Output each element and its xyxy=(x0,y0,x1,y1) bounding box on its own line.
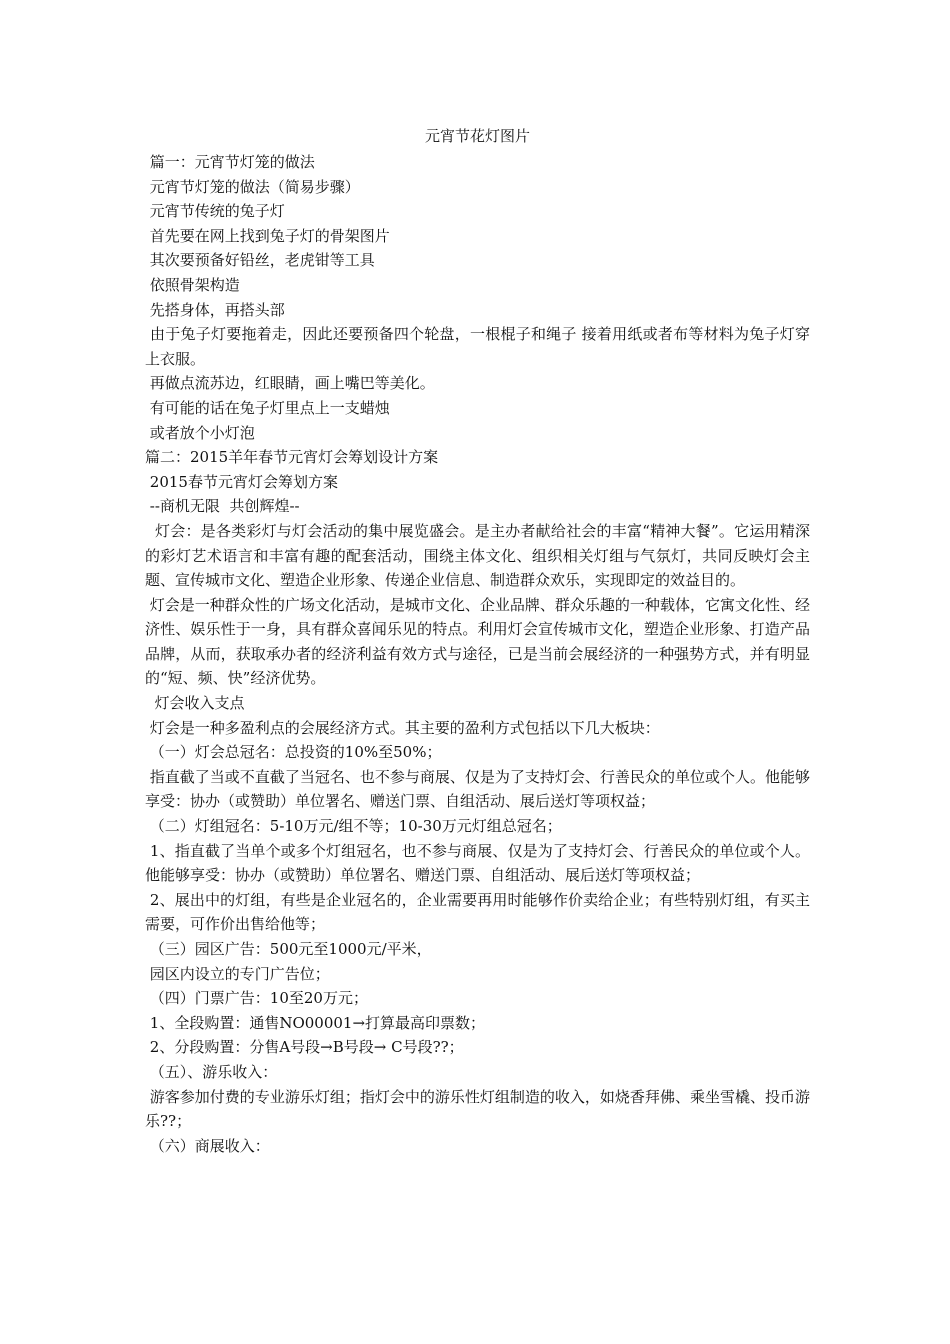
paragraph: （一）灯会总冠名：总投资的10%至50%； xyxy=(145,743,442,762)
paragraph: （六）商展收入： xyxy=(145,1136,270,1155)
paragraph: 灯会是一种多盈利点的会展经济方式。其主要的盈利方式包括以下几大板块： xyxy=(145,718,660,737)
paragraph: 1、全段购置：通售NO00001→打算最高印票数； xyxy=(145,1013,486,1032)
paragraph: 元宵节灯笼的做法（简易步骤） xyxy=(145,177,360,196)
paragraph: 或者放个小灯泡 xyxy=(145,423,255,442)
paragraph: 篇一：元宵节灯笼的做法 xyxy=(145,153,315,171)
paragraph: （四）门票广告：10至20万元； xyxy=(145,989,368,1008)
paragraph: 1、指直截了当单个或多个灯组冠名，也不参与商展、仅是为了支持灯会、行善民众的单位或个人。他能够享受：协办（或赞助）单位署名、赠送门票、自组活动、展后送灯等项权益； xyxy=(145,841,810,885)
paragraph: 2015春节元宵灯会筹划方案 xyxy=(145,472,338,491)
paragraph: --商机无限 共创辉煌-- xyxy=(145,497,300,516)
paragraph: 2、展出中的灯组，有些是企业冠名的，企业需要再用时能够作价卖给企业；有些特别灯组，有买主需要，可作价出售给他等； xyxy=(145,890,810,934)
document-body xyxy=(145,150,810,1158)
paragraph: 游客参加付费的专业游乐灯组；指灯会中的游乐性灯组制造的收入，如烧香拜佛、乘坐雪橇、投币游乐??； xyxy=(145,1087,810,1131)
paragraph: （五）、游乐收入： xyxy=(145,1062,278,1081)
paragraph: （二）灯组冠名：5-10万元/组不等；10-30万元灯组总冠名； xyxy=(145,817,562,836)
paragraph: 篇二：2015羊年春节元宵灯会筹划设计方案 xyxy=(145,448,439,467)
paragraph: 依照骨架构造 xyxy=(145,275,240,294)
paragraph: 其次要预备好铅丝，老虎钳等工具 xyxy=(145,251,375,270)
paragraph: 再做点流苏边，红眼睛，画上嘴巴等美化。 xyxy=(145,374,435,393)
paragraph: 2、分段购置：分售A号段→B号段→ C号段??； xyxy=(145,1038,464,1057)
paragraph: 有可能的话在兔子灯里点上一支蜡烛 xyxy=(145,398,390,417)
paragraph: 元宵节传统的兔子灯 xyxy=(145,202,285,221)
document-title: 元宵节花灯图片 xyxy=(424,127,530,145)
paragraph: 由于兔子灯要拖着走，因此还要预备四个轮盘，一根棍子和绳子 接着用纸或者布等材料为兔子灯穿上衣服。 xyxy=(145,325,810,368)
paragraph: 灯会收入支点 xyxy=(145,694,245,713)
paragraph: 指直截了当或不直截了当冠名、也不参与商展、仅是为了支持灯会、行善民众的单位或个人。他能够享受：协办（或赞助）单位署名、赠送门票、自组活动、展后送灯等项权益； xyxy=(145,767,810,811)
paragraph: 首先要在网上找到兔子灯的骨架图片 xyxy=(145,226,390,245)
paragraph: 灯会是一种群众性的广场文化活动，是城市文化、企业品牌、群众乐趣的一种载体，它寓文化性、经济性、娱乐性于一身，具有群众喜闻乐见的特点。利用灯会宣传城市文化，塑造企业形象、打造产品品牌，从而，获取承办者的经济利益有效方式与途径，已是当前会展经济的一种强势方式，并有明显的“短、频、快”经济优势。 xyxy=(145,595,810,688)
document-page xyxy=(145,126,810,1158)
paragraph: 园区内设立的专门广告位； xyxy=(145,964,330,983)
paragraph: 灯会：是各类彩灯与灯会活动的集中展览盛会。是主办者献给社会的丰富“精神大餐”。它运用精深的彩灯艺术语言和丰富有趣的配套活动，围绕主体文化、组织相关灯组与气氛灯，共同反映灯会主题、宣传城市文化、塑造企业形象、传递企业信息、制造群众欢乐，实现即定的效益目的。 xyxy=(145,521,811,590)
paragraph: 先搭身体，再搭头部 xyxy=(145,300,285,319)
paragraph: （三）园区广告：500元至1000元/平米， xyxy=(145,940,432,958)
